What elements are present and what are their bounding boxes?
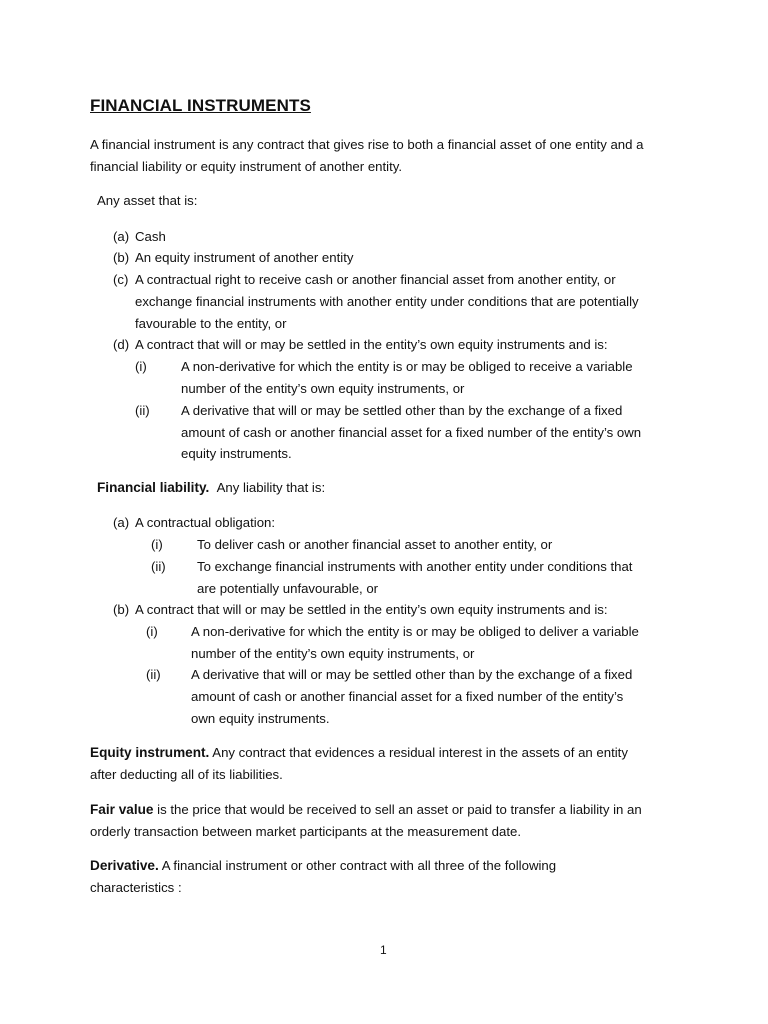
page-number: 1 [380,943,387,957]
liability-item-b-ii-line-1: A derivative that will or may be settled other than by the exchange of a fixed [191,667,633,682]
liability-item-b-i-marker: (i) [146,624,158,639]
equity-line-2: after deducting all of its liabilities. [90,767,283,782]
liability-lead: Any liability that is: [216,480,326,495]
fair-value-line-1 [90,799,642,821]
asset-item-d-i-line-1: A non-derivative for which the entity is or may be obliged to receive a variable [181,359,633,374]
asset-item-c-marker: (c) [113,272,129,287]
asset-item-d-ii-line-1: A derivative that will or may be settled other than by the exchange of a fixed [181,403,623,418]
asset-item-a-text: Cash [135,229,166,244]
fair-value-line-2: orderly transaction between market participants at the measurement date. [90,824,522,839]
fair-value-text-1: is the price that would be received to sell an asset or paid to transfer a liability in an [153,802,642,817]
liability-item-b-text: A contract that will or may be settled in the entity’s own equity instruments and is: [135,602,608,617]
page-title: FINANCIAL INSTRUMENTS [90,96,311,115]
asset-item-d-i-marker: (i) [135,359,147,374]
asset-item-c-line-3: favourable to the entity, or [135,316,287,331]
liability-item-a-i-marker: (i) [151,537,163,552]
intro-line-2: financial liability or equity instrument of another entity. [90,159,403,174]
derivative-term: Derivative. [90,858,159,873]
intro-line-1: A financial instrument is any contract that gives rise to both a financial asset of one entity and a [90,137,644,152]
asset-item-c-line-2: exchange financial instruments with another entity under conditions that are potentially [135,294,639,309]
asset-item-d-i-line-2: number of the entity’s own equity instruments, or [181,381,465,396]
liability-item-a-marker: (a) [113,515,130,530]
liability-term: Financial liability. [97,480,210,495]
derivative-line-1 [90,855,556,877]
asset-item-d-text: A contract that will or may be settled in the entity’s own equity instruments and is: [135,337,608,352]
derivative-line-2: characteristics : [90,880,182,895]
equity-line-1 [90,742,628,764]
equity-term: Equity instrument. [90,745,210,760]
liability-item-b-marker: (b) [113,602,130,617]
liability-item-b-i-line-1: A non-derivative for which the entity is or may be obliged to deliver a variable [191,624,639,639]
liability-item-b-i-line-2: number of the entity’s own equity instruments, or [191,646,475,661]
asset-item-d-ii-marker: (ii) [135,403,150,418]
equity-text-1: Any contract that evidences a residual interest in the assets of an entity [209,745,628,760]
liability-item-a-text: A contractual obligation: [135,515,276,530]
asset-item-b-marker: (b) [113,250,130,265]
liability-item-a-ii-line-2: are potentially unfavourable, or [197,581,379,596]
asset-item-c-line-1: A contractual right to receive cash or another financial asset from another entity, or [135,272,616,287]
liability-item-a-ii-marker: (ii) [151,559,166,574]
fair-value-term: Fair value [90,802,154,817]
liability-item-b-ii-marker: (ii) [146,667,161,682]
liability-item-a-i-text: To deliver cash or another financial asset to another entity, or [197,537,553,552]
derivative-text-1: A financial instrument or other contract with all three of the following [158,858,557,873]
asset-item-b-text: An equity instrument of another entity [135,250,354,265]
asset-item-d-ii-line-3: equity instruments. [181,446,292,461]
liability-heading [97,477,325,499]
asset-item-d-marker: (d) [113,337,130,352]
liability-item-b-ii-line-2: amount of cash or another financial asset for a fixed number of the entity’s [191,689,624,704]
asset-item-a-marker: (a) [113,229,130,244]
asset-lead: Any asset that is: [97,193,198,208]
liability-item-a-ii-line-1: To exchange financial instruments with another entity under conditions that [197,559,633,574]
liability-item-b-ii-line-3: own equity instruments. [191,711,330,726]
asset-item-d-ii-line-2: amount of cash or another financial asset for a fixed number of the entity’s own [181,425,642,440]
